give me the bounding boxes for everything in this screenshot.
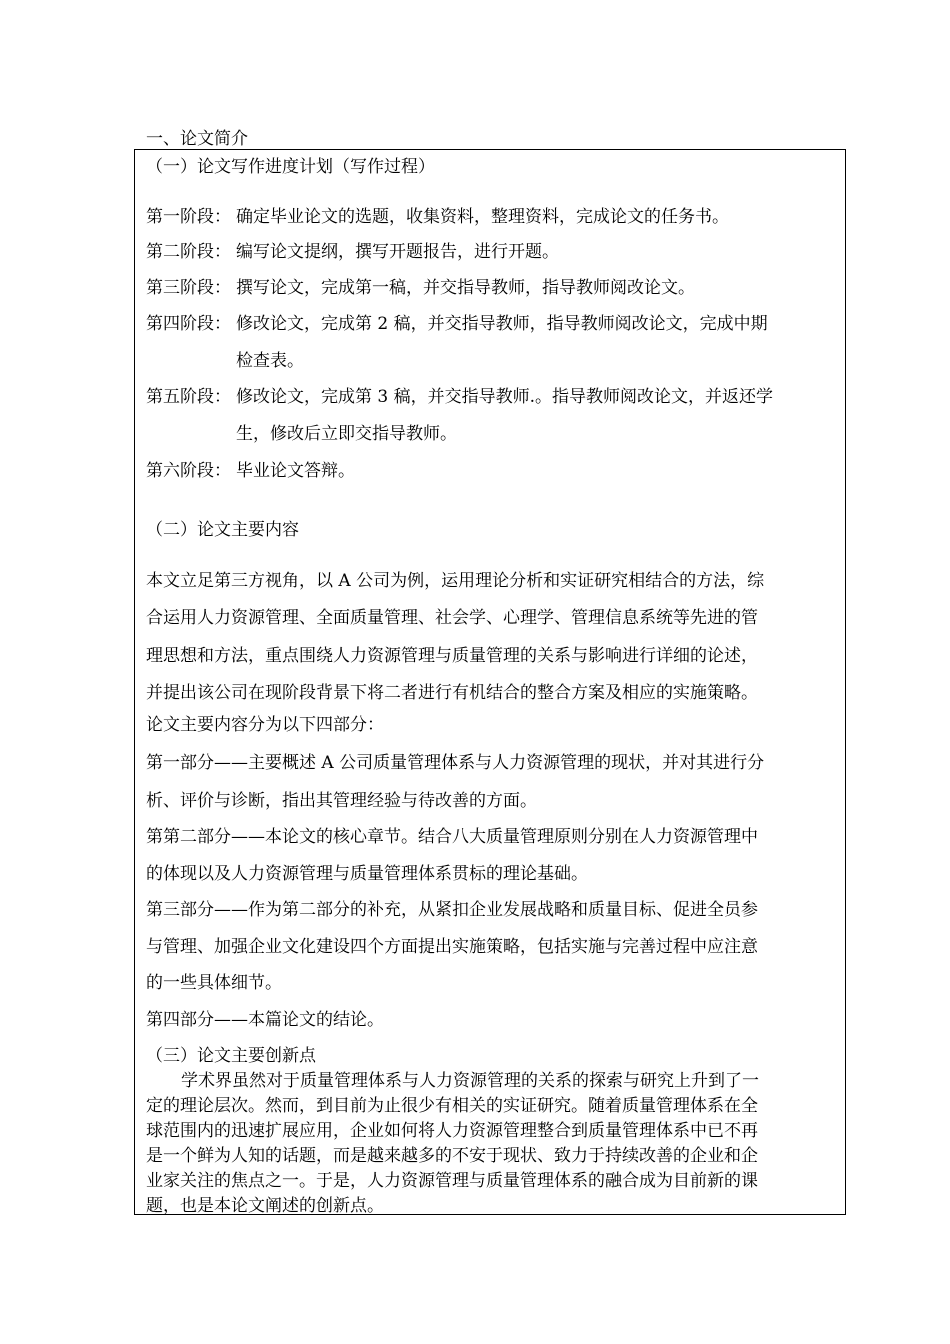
section2-line-13: 第四部分——本篇论文的结论。 <box>146 1010 384 1030</box>
stage-4-line-2: 检查表。 <box>236 351 304 371</box>
stage-3-label: 第三阶段： <box>146 278 231 298</box>
section3-line-6: 题，也是本论文阐述的创新点。 <box>146 1196 384 1216</box>
stage-2-line-1: 编写论文提纲，撰写开题报告，进行开题。 <box>236 242 559 262</box>
stage-5-line-1: 修改论文，完成第 3 稿，并交指导教师.。指导教师阅改论文，并返还学 <box>236 387 774 407</box>
stage-3-line-1: 撰写论文，完成第一稿，并交指导教师，指导教师阅改论文。 <box>236 278 695 298</box>
stage-2-label: 第二阶段： <box>146 242 231 262</box>
section2-line-5: 论文主要内容分为以下四部分： <box>146 715 384 735</box>
stage-4-label: 第四阶段： <box>146 314 231 334</box>
section2-title: （二）论文主要内容 <box>146 520 299 540</box>
stage-6-line-1: 毕业论文答辩。 <box>236 461 355 481</box>
stage-4-line-1: 修改论文，完成第 2 稿，并交指导教师，指导教师阅改论文，完成中期 <box>236 314 768 334</box>
section2-line-6: 第一部分——主要概述 A 公司质量管理体系与人力资源管理的现状，并对其进行分 <box>146 753 765 773</box>
section3-line-3: 球范围内的迅速扩展应用，企业如何将人力资源管理整合到质量管理体系中已不再 <box>146 1121 758 1141</box>
section3-line-4: 是一个鲜为人知的话题，而是越来越多的不安于现状、致力于持续改善的企业和企 <box>146 1146 758 1166</box>
section3-title: （三）论文主要创新点 <box>146 1046 316 1066</box>
stage-1-label: 第一阶段： <box>146 207 231 227</box>
section2-line-10: 第三部分——作为第二部分的补充，从紧扣企业发展战略和质量目标、促进全员参 <box>146 900 758 920</box>
section2-line-9: 的体现以及人力资源管理与质量管理体系贯标的理论基础。 <box>146 864 588 884</box>
stage-5-line-2: 生，修改后立即交指导教师。 <box>236 424 457 444</box>
section2-line-4: 并提出该公司在现阶段背景下将二者进行有机结合的整合方案及相应的实施策略。 <box>146 683 758 703</box>
section2-line-2: 合运用人力资源管理、全面质量管理、社会学、心理学、管理信息系统等先进的管 <box>146 608 758 628</box>
section1-title: （一）论文写作进度计划（写作过程） <box>146 157 435 177</box>
section2-line-3: 理思想和方法，重点围绕人力资源管理与质量管理的关系与影响进行详细的论述， <box>146 646 758 666</box>
section2-line-1: 本文立足第三方视角，以 A 公司为例，运用理论分析和实证研究相结合的方法，综 <box>146 571 765 591</box>
section3-line-2: 定的理论层次。然而，到目前为止很少有相关的实证研究。随着质量管理体系在全 <box>146 1096 758 1116</box>
section2-line-7: 析、评价与诊断，指出其管理经验与待改善的方面。 <box>146 791 537 811</box>
section3-line-1: 学术界虽然对于质量管理体系与人力资源管理的关系的探索与研究上升到了一 <box>181 1071 759 1091</box>
section2-line-8: 第第二部分——本论文的核心章节。结合八大质量管理原则分别在人力资源管理中 <box>146 827 758 847</box>
stage-1-line-1: 确定毕业论文的选题，收集资料，整理资料，完成论文的任务书。 <box>236 207 729 227</box>
section3-line-5: 业家关注的焦点之一。于是，人力资源管理与质量管理体系的融合成为目前新的课 <box>146 1171 758 1191</box>
page-heading: 一、论文简介 <box>146 129 248 149</box>
section2-line-12: 的一些具体细节。 <box>146 973 282 993</box>
stage-5-label: 第五阶段： <box>146 387 231 407</box>
stage-6-label: 第六阶段： <box>146 461 231 481</box>
section2-line-11: 与管理、加强企业文化建设四个方面提出实施策略，包括实施与完善过程中应注意 <box>146 937 758 957</box>
